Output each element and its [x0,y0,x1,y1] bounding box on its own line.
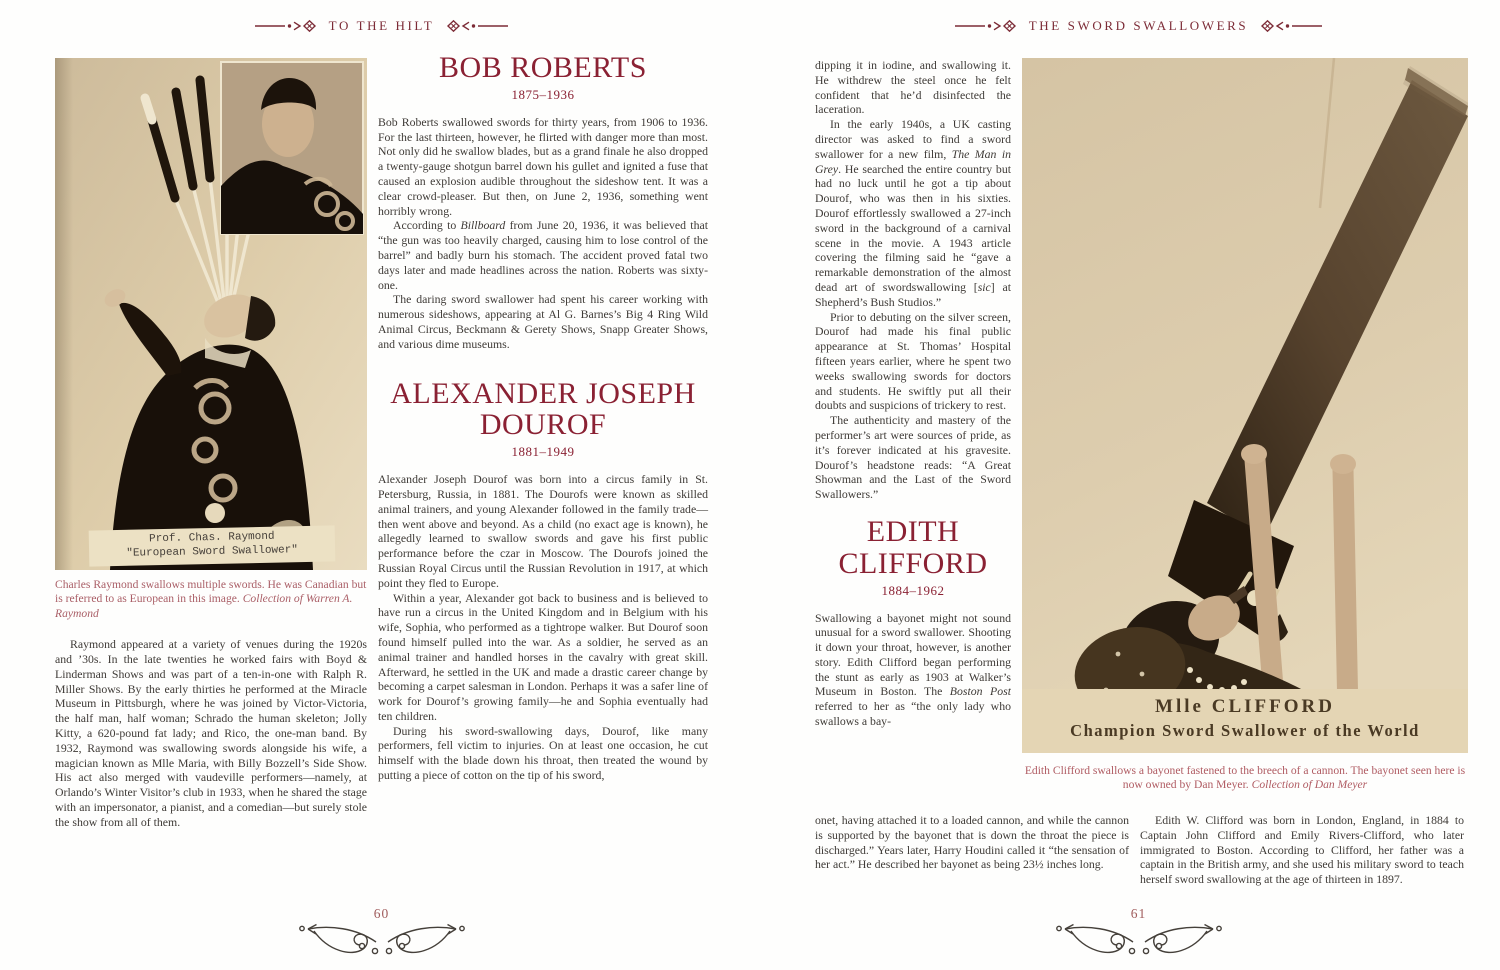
clifford-photo-illustration [1022,58,1468,753]
right-narrow-column [815,58,1011,810]
left-text-column [378,52,708,783]
continuation-paragraph: The authenticity and mastery of the performer’s art were sources of pride, as it’s forever indicated at his gravesite. Dourof’s headstone reads: “A Great Showman and the Last of the Sword Swallowers.” [815,413,1011,502]
folio-flourish-icon [1051,918,1227,962]
page-number-right: 61 [1130,906,1147,921]
article-edith-clifford [815,516,1011,729]
raymond-photo-typed-label [89,525,336,566]
article-paragraph: Within a year, Alexander got back to business and is believed to have run a circus in the United Kingdom and in Belgium with his wife, Sophia, who performed as a tightrope walker. But Dourof soon found himself pulled into the war. As a soldier, he served as an animal trainer and handled horses in the cavalry with great skill. Afterward, he settled in the UK and made a drastic career change by becoming a carpet salesman in London. Perhaps it was a safer line of work for Dourof’s growing family—he and Sophia eventually had ten children. [378,590,708,723]
strip-label-line1: Mlle CLIFFORD [1155,696,1335,717]
clifford-photo [1022,58,1468,753]
strip-label-line2: Champion Sword Swallower of the World [1070,721,1420,740]
article-dates: 1884–1962 [881,582,945,598]
bottom-paragraph: Edith W. Clifford was born in London, England, in 1884 to Captain John Clifford and Emily Rivers-Clifford, who later immigrated to Boston. According to Clifford, her father was a captain in the British army, and she used his military sword to teach herself sword swallowing at the age of thirteen in 1897. [1140,813,1464,887]
title-line1: EDITH [866,514,960,548]
clifford-photo-caption: Edith Clifford swallows a bayonet fastened to the breech of a cannon. The bayonet seen here is now owned by Dan Meyer. Collection of Dan Meyer [1024,764,1466,792]
article-paragraph: The daring sword swallower had spent his career working with numerous sideshows, appearing at Al G. Barnes’s Big 4 Ring Wild Animal Circus, Beckmann & Gerety Shows, Snapp Greater Shows, and various dime museums. [378,292,708,351]
raymond-photo-caption: Charles Raymond swallows multiple swords. He was Canadian but is referred to as European in this image. Collection of Warren A. Raymond [55,578,367,620]
article-title: BOB ROBERTS [439,51,647,84]
header-ornament-left-icon [955,19,1019,33]
article-paragraph: Bob Roberts swallowed swords for thirty years, from 1906 to 1936. For the last thirteen, however, he flirted with danger more than most. Not only did he swallow blades, but as a grand finale he also dropped a twenty-gauge shotgun barrel down his gullet and ignited a fuse that caused an explosion audible throughout the sideshow tent. It was a clear crowd-pleaser. But then, on June 2, 1936, something went horribly wrong. [378,114,708,218]
page-number-left: 60 [373,906,390,921]
header-ornament-right-icon [1258,19,1322,33]
clifford-photo-strip-label [1022,689,1468,753]
left-photo-column [55,58,367,830]
raymond-photo [55,58,367,570]
running-head-right-text: THE SWORD SWALLOWERS [1028,18,1249,33]
continuation-paragraph: Prior to debuting on the silver screen, Dourof had made his final public appearance at St. Thomas’ Hospital fifteen years earlier, where he spent two weeks swallowing swords for doctors and students. He swiftly put all their doubts and suspicions of trickery to rest. [815,309,1011,413]
running-head-right [815,18,1462,34]
header-ornament-right-icon [444,19,508,33]
bottom-left-text-block [815,813,1129,872]
typed-label-line1: Prof. Chas. Raymond [149,530,275,546]
header-ornament-left-icon [255,19,319,33]
article-dates: 1875–1936 [511,86,575,102]
folio-left [55,906,708,967]
raymond-photo-illustration [55,58,367,570]
article-paragraph: Alexander Joseph Dourof was born into a circus family in St. Petersburg, Russia, in 1881. The Dourofs were known as skilled animal trainers, and young Alexander followed in the family trade—then went above and beyond. As a child (no exact age is known), he allegedly learned to swallow swords and gave his first public performance before the czar in Moscow. The Dourofs joined the Russian Royal Circus until the Russian Revolution in 1917, at which point they fled to Europe. [378,472,708,590]
article-paragraph: According to Billboard from June 20, 1936, it was believed that “the gun was too heavily charged, causing him to lose control of the barrel” and badly burn his stomach. The accident proved fatal two days later and made headlines across the nation. Roberts was sixty-one. [378,218,708,292]
folio-flourish-icon [294,918,470,962]
bottom-paragraph: onet, having attached it to a loaded cannon, and while the cannon is supported by the bayonet that is down the throat the piece is discharged.” Years later, Harry Houdini called it “the sensation of her act.” He described her bayonet as being 23½ inches long. [815,813,1129,872]
folio-right [815,906,1462,967]
continuation-paragraph: In the early 1940s, a UK casting director was asked to find a sword swallower for a new film, The Man in Grey. He searched the entire country but had no luck until he got a tip about Dourof, who was then in his sixties. Dourof effortlessly swallowed a 27-inch sword in the background of a carnival scene in the movie. A 1943 article covering the filming said he “gave a remarkable demonstration of the almost dead art of swordswallowing [sic] at Shepherd’s Bush Studios.” [815,117,1011,309]
running-head-left-text: TO THE HILT [328,18,435,33]
article-paragraph: Swallowing a bayonet might not sound unusual for a sword swallower. Shooting it down your throat, however, is another story. Edith Clifford began performing the stunt as early as 1903 at Walker’s Museum in Boston. The Boston Post referred to her as “the only lady who swallows a bay- [815,610,1011,729]
article-title [815,516,1011,580]
typed-label-line2: "European Sword Swallower" [126,543,299,560]
bottom-right-text-block [1140,813,1464,887]
article-paragraph: During his sword-swallowing days, Dourof, like many performers, fell victim to injuries. On at least one occasion, he cut himself with the blade down his throat, then treated the wound by putting a piece of cotton on the tip of his sword, [378,723,708,783]
article-bob-roberts [378,52,708,352]
article-dates: 1881–1949 [511,444,575,460]
continuation-paragraph: dipping it in iodine, and swallowing it. He withdrew the steel once he felt confident that he’d disinfected the laceration. [815,58,1011,117]
running-head-left [55,18,708,34]
raymond-body-paragraph: Raymond appeared at a variety of venues during the 1920s and ’30s. In the late twenties he worked fairs with Boyd & Linderman Shows and was part of a ten-in-one with Ralph R. Miller Shows. By the early thirties he performed at the Miracle Museum in Pittsburgh, where he was joined by Victor-Victoria, the half man, half woman; Schrado the human skeleton; Jolly Kitty, a 620-pound fat lady; and Rico, the one-man band. By 1932, Raymond was swallowing swords alongside his wife, a magician known as Mlle Maria, with Billy Bozzell’s Side Show. His act also merged with vaudeville performers—namely, at Orlando’s Winter Visitor’s club in 1933, when he shared the stage with an impersonator, a pianist, and a comedian—but surely stole the show from all of them. [55,637,367,829]
article-title: ALEXANDER JOSEPH DOUROF [390,376,696,442]
title-line2: CLIFFORD [838,546,988,580]
article-alexander-dourof [378,378,708,783]
